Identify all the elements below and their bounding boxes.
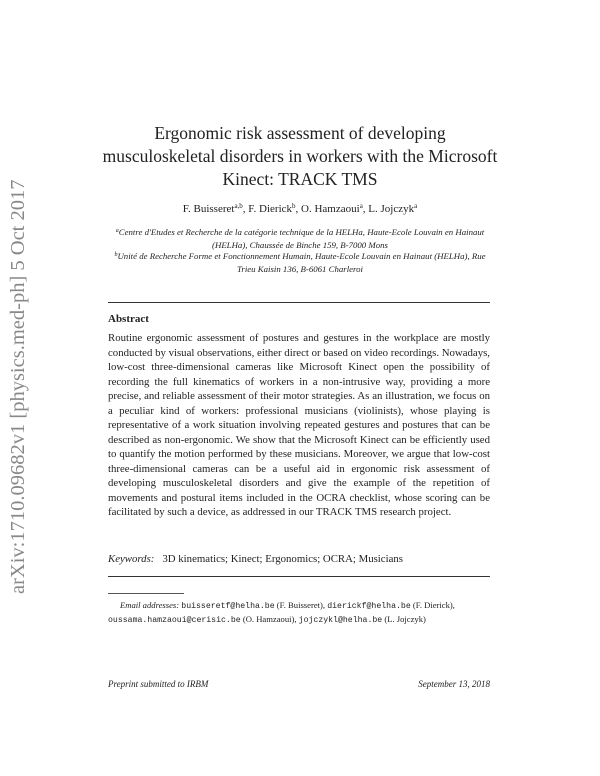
title-line-3: Kinect: TRACK TMS xyxy=(222,169,378,189)
author-affil-marker: a xyxy=(414,202,418,210)
paper-title xyxy=(100,122,500,191)
keywords-label: Keywords: xyxy=(108,553,155,565)
affiliation-a xyxy=(110,225,490,252)
author-affil-marker: a,b xyxy=(234,202,243,210)
email-owner: (O. Hamzaoui) xyxy=(242,614,295,624)
author-affil-marker: a xyxy=(359,202,363,210)
keywords-line xyxy=(108,552,490,566)
email-footnote xyxy=(108,599,490,627)
keywords-text: 3D kinematics; Kinect; Ergonomics; OCRA; Musicians xyxy=(162,553,403,565)
affiliation-text: Unité de Recherche Forme et Fonctionnement Humain, Haute-Ecole Louvain en Hainaut (HELHa), Rue Trieu Kaisin 136, B-6061 Charleroi xyxy=(117,251,486,274)
author-name: O. Hamzaoui xyxy=(301,203,360,215)
footnote-label: Email addresses: xyxy=(120,600,180,610)
affiliation-marker: b xyxy=(114,252,118,258)
separator: , xyxy=(452,600,455,610)
email-link[interactable]: jojczykl@helha.be xyxy=(298,616,383,625)
email-owner: (L. Jojczyk) xyxy=(384,614,426,624)
preprint-note: Preprint submitted to IRBM xyxy=(108,679,209,689)
title-line-2: musculoskeletal disorders in workers with the Microsoft xyxy=(102,146,498,166)
author-affil-marker: b xyxy=(292,202,296,210)
author-name: F. Dierick xyxy=(248,203,293,215)
email-link[interactable]: dierickf@helha.be xyxy=(327,602,411,611)
author-list: F. Buisseret$^{a,b}$, F. Dierick$^b$, O. Hamzaoui$^a$, L. Jojczyk$^a$ xyxy=(182,202,418,215)
abstract-top-rule xyxy=(108,302,490,303)
footnote-rule xyxy=(108,593,184,594)
separator: , xyxy=(322,600,328,610)
email-link[interactable]: buisseretf@helha.be xyxy=(181,602,275,611)
title-line-1: Ergonomic risk assessment of developing xyxy=(154,123,446,143)
email-owner: (F. Dierick) xyxy=(412,600,453,610)
author-name: F. Buisseret xyxy=(182,203,235,215)
affiliation-b xyxy=(110,249,490,276)
email-link[interactable]: oussama.hamzaoui@cerisic.be xyxy=(108,616,241,625)
abstract-bottom-rule xyxy=(108,576,490,577)
abstract-heading: Abstract xyxy=(108,313,149,325)
email-owner: (F. Buisseret) xyxy=(276,600,323,610)
arxiv-identifier-stamp: arXiv:1710.09682v1 [physics.med-ph] 5 Oct 2017 xyxy=(7,179,29,594)
preprint-date: September 13, 2018 xyxy=(418,679,490,689)
affiliation-marker: a xyxy=(115,228,119,234)
abstract-body: Routine ergonomic assessment of postures and gestures in the workplace are mostly conducted by visual observations, either direct or based on video recordings. Nowadays, low-cost three-dimensional cameras like Microsoft Kinect open the possibility of recording the full kinematics of workers in a non-intrusive way, providing a more precise, and reliable assessment of their motor strategies. As an illustration, we focus on a peculiar kind of workers: professional musicians (violinists), whose playing is representative of a work situation involving repeated gestures and postures that can be described as non-ergonomic. We show that the Microsoft Kinect can be efficiently used to quantify the motion performed by these musicians. Moreover, we argue that low-cost three-dimensional cameras can be a useful aid in ergonomic risk assessment of developing musculoskeletal disorders and give the example of the repetition of movements and postural items included in the OCRA checklist, whose scoring can be facilitated by such a device, as addressed in our TRACK TMS research project. xyxy=(108,332,490,518)
author-name: L. Jojczyk xyxy=(368,203,415,215)
separator: , xyxy=(294,614,299,624)
affiliation-text: Centre d'Etudes et Recherche de la catégorie technique de la HELHa, Haute-Ecole Louvain en Hainaut (HELHa), Chaussée de Binche 159, B-7000 Mons xyxy=(118,227,485,250)
